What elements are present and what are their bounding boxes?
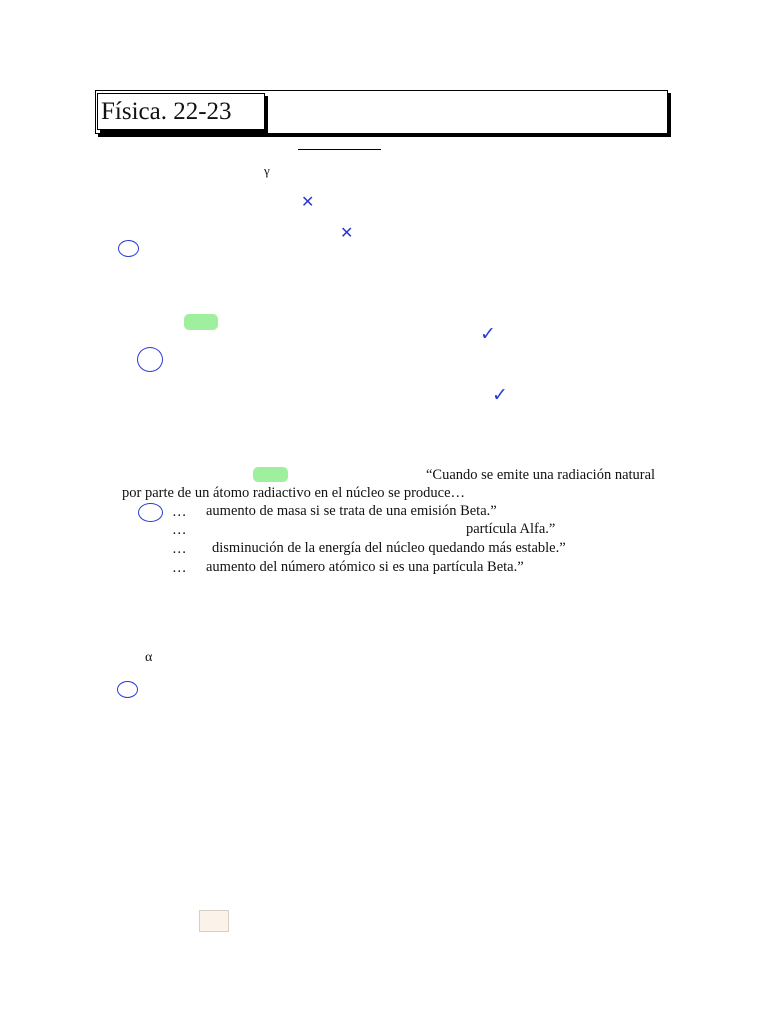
- page-title: Física. 22-23: [97, 93, 265, 130]
- check-mark-icon: ✓: [492, 384, 508, 406]
- option-text: aumento de masa si se trata de una emisión Beta.”: [206, 503, 497, 519]
- highlight-marker: [253, 467, 288, 482]
- question-quote-line-1: “Cuando se emite una radiación natural: [426, 467, 656, 483]
- circle-annotation-icon: [117, 681, 138, 698]
- option-ellipsis: …: [172, 560, 187, 576]
- question-quote-line-2: por parte de un átomo radiactivo en el núcleo se produce…: [122, 485, 466, 501]
- option-text: disminución de la energía del núcleo quedando más estable.”: [212, 540, 566, 556]
- highlight-marker: [184, 314, 218, 330]
- note-box[interactable]: [199, 910, 229, 932]
- gamma-symbol: γ: [264, 163, 270, 178]
- option-text: aumento del número atómico si es una partícula Beta.”: [206, 559, 524, 575]
- x-mark-icon: ✕: [301, 192, 315, 211]
- option-ellipsis: …: [172, 504, 187, 520]
- option-ellipsis: …: [172, 522, 187, 538]
- circle-annotation-icon: [138, 503, 163, 522]
- option-ellipsis: …: [172, 541, 187, 557]
- x-mark-icon: ✕: [340, 223, 354, 242]
- alpha-symbol: α: [145, 650, 153, 665]
- underline-rule: [298, 149, 381, 150]
- check-mark-icon: ✓: [480, 323, 496, 345]
- circle-annotation-icon: [118, 240, 139, 257]
- circle-annotation-icon: [137, 347, 163, 372]
- option-text: partícula Alfa.”: [466, 521, 556, 537]
